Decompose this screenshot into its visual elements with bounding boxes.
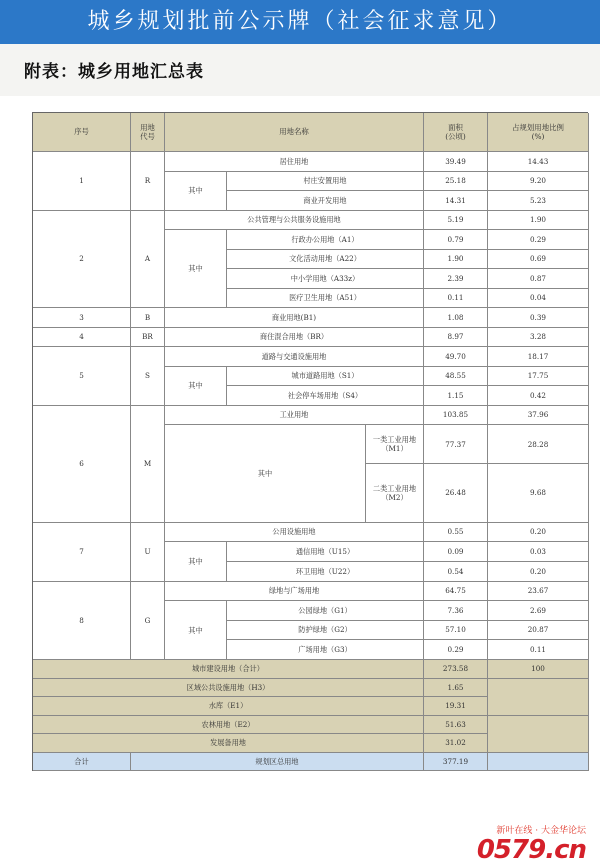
land-name-cell: 商业用地(B1) bbox=[165, 308, 424, 328]
code-cell: BR bbox=[131, 328, 165, 348]
land-name-cell: 二类工业用地 （M2） bbox=[366, 464, 424, 523]
code-cell: G bbox=[131, 582, 165, 661]
land-name-cell: 行政办公用地（A1） bbox=[227, 230, 424, 250]
header-code: 用地 代号 bbox=[131, 113, 165, 152]
ratio-cell: 0.03 bbox=[488, 542, 589, 562]
ratio-cell: 0.29 bbox=[488, 230, 589, 250]
area-cell: 57.10 bbox=[424, 621, 488, 641]
area-cell: 1.65 bbox=[424, 679, 488, 698]
ratio-cell: 0.39 bbox=[488, 308, 589, 328]
page-banner bbox=[0, 0, 600, 44]
seq-cell: 3 bbox=[33, 308, 131, 328]
area-cell: 25.18 bbox=[424, 172, 488, 192]
site-watermark bbox=[477, 823, 586, 864]
seq-cell: 7 bbox=[33, 523, 131, 582]
area-cell: 39.49 bbox=[424, 152, 488, 172]
ratio-cell: 14.43 bbox=[488, 152, 589, 172]
header-name: 用地名称 bbox=[165, 113, 424, 152]
ratio-cell-empty bbox=[488, 716, 589, 753]
header-area: 面积 (公顷) bbox=[424, 113, 488, 152]
area-cell: 51.63 bbox=[424, 716, 488, 735]
code-cell: B bbox=[131, 308, 165, 328]
banner-title: 城乡规划批前公示牌（社会征求意见） bbox=[87, 9, 513, 34]
ratio-cell: 9.68 bbox=[488, 464, 589, 523]
land-name-cell: 公园绿地（G1） bbox=[227, 601, 424, 621]
land-name-cell: 广场用地（G3） bbox=[227, 640, 424, 660]
code-cell: A bbox=[131, 211, 165, 309]
ratio-cell: 17.75 bbox=[488, 367, 589, 387]
ratio-cell: 20.87 bbox=[488, 621, 589, 641]
ratio-cell: 5.23 bbox=[488, 191, 589, 211]
ratio-cell: 0.42 bbox=[488, 386, 589, 406]
ratio-cell: 0.69 bbox=[488, 250, 589, 270]
ratio-cell: 2.69 bbox=[488, 601, 589, 621]
urban-total-ratio: 100 bbox=[488, 660, 589, 679]
land-name-cell: 环卫用地（U22） bbox=[227, 562, 424, 582]
land-name-cell: 农林用地（E2） bbox=[33, 716, 424, 735]
qizhong-label: 其中 bbox=[165, 601, 227, 660]
area-cell: 2.39 bbox=[424, 269, 488, 289]
land-name-cell: 绿地与广场用地 bbox=[165, 582, 424, 602]
ratio-cell: 0.87 bbox=[488, 269, 589, 289]
area-cell: 0.54 bbox=[424, 562, 488, 582]
ratio-cell: 0.04 bbox=[488, 289, 589, 309]
area-cell: 0.79 bbox=[424, 230, 488, 250]
area-cell: 8.97 bbox=[424, 328, 488, 348]
ratio-cell: 23.67 bbox=[488, 582, 589, 602]
qizhong-label: 其中 bbox=[165, 172, 227, 211]
area-cell: 0.29 bbox=[424, 640, 488, 660]
area-cell: 0.11 bbox=[424, 289, 488, 309]
land-use-table bbox=[32, 112, 588, 771]
ratio-cell: 37.96 bbox=[488, 406, 589, 426]
land-name-cell: 商住混合用地（BR） bbox=[165, 328, 424, 348]
qizhong-label: 其中 bbox=[165, 230, 227, 308]
area-cell: 7.36 bbox=[424, 601, 488, 621]
land-name-cell: 公用设施用地 bbox=[165, 523, 424, 543]
land-name-cell: 中小学用地（A33z） bbox=[227, 269, 424, 289]
ratio-cell: 1.90 bbox=[488, 211, 589, 231]
area-cell: 0.09 bbox=[424, 542, 488, 562]
seq-cell: 8 bbox=[33, 582, 131, 661]
grand-total-ratio bbox=[488, 753, 589, 772]
land-name-cell: 商业开发用地 bbox=[227, 191, 424, 211]
area-cell: 31.02 bbox=[424, 734, 488, 753]
grand-total-name: 规划区总用地 bbox=[131, 753, 424, 772]
area-cell: 0.55 bbox=[424, 523, 488, 543]
code-cell: M bbox=[131, 406, 165, 523]
land-name-cell: 水库（E1） bbox=[33, 697, 424, 716]
seq-cell: 2 bbox=[33, 211, 131, 309]
area-cell: 19.31 bbox=[424, 697, 488, 716]
urban-total-label: 城市建设用地（合计） bbox=[33, 660, 424, 679]
land-name-cell: 防护绿地（G2） bbox=[227, 621, 424, 641]
header-ratio: 占规划用地比例 (%) bbox=[488, 113, 589, 152]
ratio-cell: 0.20 bbox=[488, 562, 589, 582]
land-name-cell: 村庄安置用地 bbox=[227, 172, 424, 192]
code-cell: R bbox=[131, 152, 165, 211]
header-seq: 序号 bbox=[33, 113, 131, 152]
area-cell: 48.55 bbox=[424, 367, 488, 387]
area-cell: 49.70 bbox=[424, 347, 488, 367]
area-cell: 1.08 bbox=[424, 308, 488, 328]
grand-total-area: 377.19 bbox=[424, 753, 488, 772]
ratio-cell: 9.20 bbox=[488, 172, 589, 192]
qizhong-label: 其中 bbox=[165, 425, 366, 523]
land-name-cell: 社会停车场用地（S4） bbox=[227, 386, 424, 406]
ratio-cell-empty bbox=[488, 679, 589, 716]
land-name-cell: 城市道路用地（S1） bbox=[227, 367, 424, 387]
code-cell: S bbox=[131, 347, 165, 406]
ratio-cell: 3.28 bbox=[488, 328, 589, 348]
area-cell: 103.85 bbox=[424, 406, 488, 426]
area-cell: 1.90 bbox=[424, 250, 488, 270]
land-name-cell: 文化活动用地（A22） bbox=[227, 250, 424, 270]
land-name-cell: 区域公共设施用地（H3） bbox=[33, 679, 424, 698]
seq-cell: 6 bbox=[33, 406, 131, 523]
ratio-cell: 28.28 bbox=[488, 425, 589, 464]
seq-cell: 1 bbox=[33, 152, 131, 211]
land-name-cell: 居住用地 bbox=[165, 152, 424, 172]
area-cell: 5.19 bbox=[424, 211, 488, 231]
land-name-cell: 公共管理与公共服务设施用地 bbox=[165, 211, 424, 231]
ratio-cell: 0.11 bbox=[488, 640, 589, 660]
seq-cell: 4 bbox=[33, 328, 131, 348]
land-name-cell: 发展备用地 bbox=[33, 734, 424, 753]
area-cell: 26.48 bbox=[424, 464, 488, 523]
ratio-cell: 18.17 bbox=[488, 347, 589, 367]
land-name-cell: 道路与交通设施用地 bbox=[165, 347, 424, 367]
seq-cell: 5 bbox=[33, 347, 131, 406]
area-cell: 1.15 bbox=[424, 386, 488, 406]
code-cell: U bbox=[131, 523, 165, 582]
area-cell: 64.75 bbox=[424, 582, 488, 602]
land-name-cell: 一类工业用地 （M1） bbox=[366, 425, 424, 464]
watermark-logo: 0579.cn bbox=[476, 835, 586, 865]
grand-total-label: 合计 bbox=[33, 753, 131, 772]
qizhong-label: 其中 bbox=[165, 367, 227, 406]
table-caption: 附表：城乡用地汇总表 bbox=[24, 62, 204, 82]
land-name-cell: 通信用地（U15） bbox=[227, 542, 424, 562]
ratio-cell: 0.20 bbox=[488, 523, 589, 543]
watermark-tagline: 新叶在线 · 大金华论坛 bbox=[496, 826, 586, 836]
qizhong-label: 其中 bbox=[165, 542, 227, 582]
land-name-cell: 工业用地 bbox=[165, 406, 424, 426]
area-cell: 77.37 bbox=[424, 425, 488, 464]
urban-total-area: 273.58 bbox=[424, 660, 488, 679]
area-cell: 14.31 bbox=[424, 191, 488, 211]
land-name-cell: 医疗卫生用地（A51） bbox=[227, 289, 424, 309]
